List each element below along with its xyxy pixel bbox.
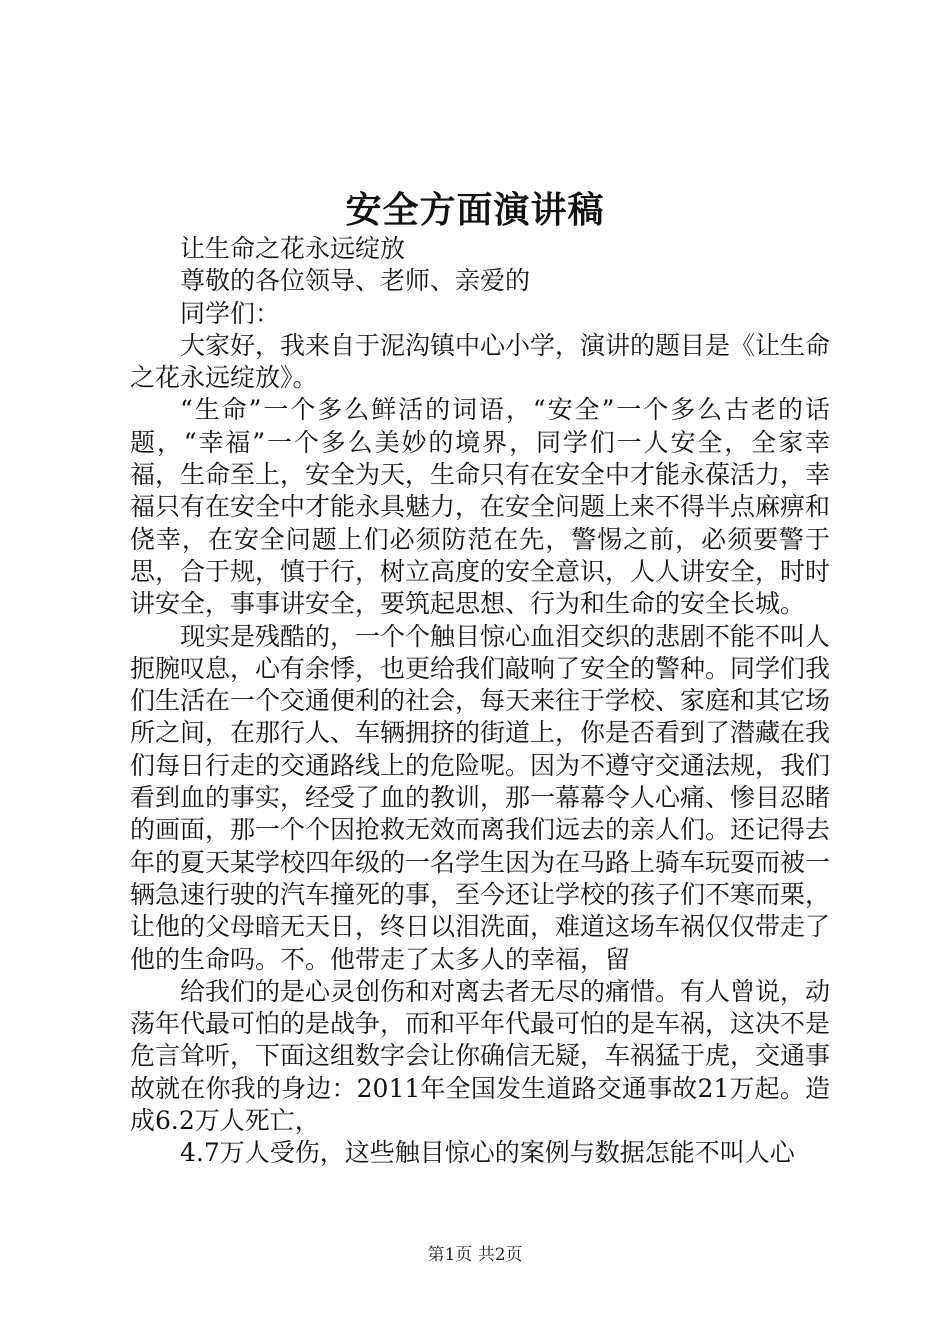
body-paragraph: “生命”一个多么鲜活的词语，“安全”一个多么古老的话题，“幸福”一个多么美妙的境界，同学们一人安全，全家幸福，生命至上，安全为天，生命只有在安全中才能永葆活力，幸福只有在安全中才能永具魅力，在安全问题上来不得半点麻痹和侥幸，在安全问题上们必须防范在先，警惕之前，必须要警于思，合于规，慎于行，树立高度的安全意识，人人讲安全，时时讲安全，事事讲安全，要筑起思想、行为和生命的安全长城。 — [130, 395, 831, 619]
body-paragraph: 4.7万人受伤，这些触目惊心的案例与数据怎能不叫人心 — [180, 1138, 795, 1168]
subtitle-paragraph: 让生命之花永远绽放 — [180, 234, 406, 263]
document-title: 安全方面演讲稿 — [345, 189, 605, 231]
page-number-footer: 第1页 共2页 — [427, 1245, 523, 1265]
body-paragraph: 现实是残酷的，一个个触目惊心血泪交织的悲剧不能不叫人扼腕叹息，心有余悸，也更给我们敲响了安全的警种。同学们我们生活在一个交通便利的社会，每天来往于学校、家庭和其它场所之间，在那行人、车辆拥挤的街道上，你是否看到了潜藏在我们每日行走的交通路线上的危险呢。因为不遵守交通法规，我们看到血的事实，经受了血的教训，那一幕幕令人心痛、惨目忍睹的画面，那一个个因抢救无效而离我们远去的亲人们。还记得去年的夏天某学校四年级的一名学生因为在马路上骑车玩耍而被一辆急速行驶的汽车撞死的事，至今还让学校的孩子们不寒而栗，让他的父母暗无天日，终日以泪洗面，难道这场车祸仅仅带走了他的生命吗。不。他带走了太多人的幸福，留 — [130, 621, 831, 974]
intro-paragraph: 大家好，我来自于泥沟镇中心小学，演讲的题目是《让生命之花永远绽放》。 — [130, 330, 831, 393]
body-paragraph: 给我们的是心灵创伤和对离去者无尽的痛惜。有人曾说，动荡年代最可怕的是战争，而和平年代最可怕的是车祸，这决不是危言耸听，下面这组数字会让你确信无疑，车祸猛于虎，交通事故就在你我的身边：2011年全国发生道路交通事故21万起。造成6.2万人死亡， — [130, 976, 831, 1136]
salutation-continued-paragraph: 同学们： — [180, 298, 281, 328]
document-body — [130, 233, 830, 1170]
salutation-paragraph: 尊敬的各位领导、老师、亲爱的 — [180, 266, 531, 296]
